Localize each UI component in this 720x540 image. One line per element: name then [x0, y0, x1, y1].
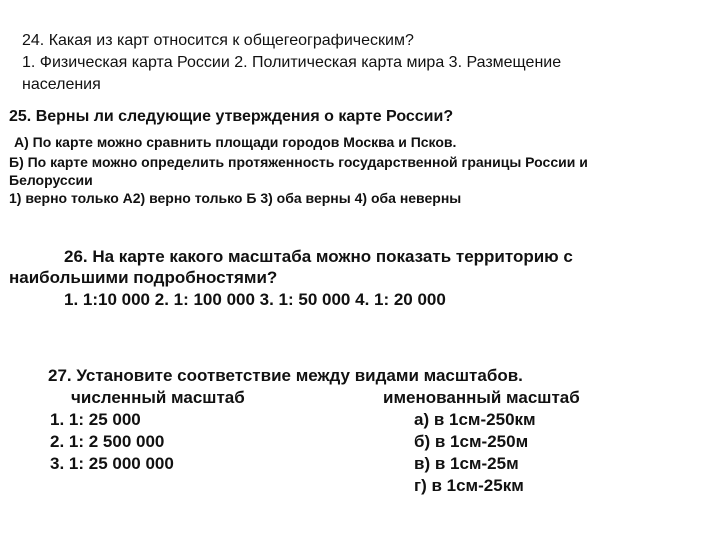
q27-right-item: г) в 1см-25км	[414, 476, 524, 495]
q24-options-line1: 1. Физическая карта России 2. Политическая карта мира 3. Размещение	[22, 54, 562, 71]
q24-title: 24. Какая из карт относится к общегеографическим?	[22, 32, 414, 49]
q25-statement-b-line1: Б) По карте можно определить протяженность государственной границы России и	[9, 154, 588, 170]
q25-answers: 1) верно только А2) верно только Б 3) оба верны 4) оба неверны	[9, 190, 462, 206]
q25-statement-b-line2: Белоруссии	[9, 172, 93, 188]
q27-left-item: 3. 1: 25 000 000	[50, 454, 174, 473]
q27-title: 27. Установите соответствие между видами масштабов.	[48, 366, 523, 385]
q25-title: 25. Верны ли следующие утверждения о карте России?	[9, 108, 454, 125]
q27-right-item: а) в 1см-250км	[414, 410, 536, 429]
q27-left-item: 2. 1: 2 500 000	[50, 432, 165, 451]
q26-title-line1: 26. На карте какого масштаба можно показать территорию с	[64, 247, 573, 266]
q25-statement-a: А) По карте можно сравнить площади городов Москва и Псков.	[14, 134, 457, 150]
q26-options: 1. 1:10 000 2. 1: 100 000 3. 1: 50 000 4. 1: 20 000	[64, 290, 446, 309]
q27-right-item: в) в 1см-25м	[414, 454, 519, 473]
q26-title-line2: наибольшими подробностями?	[9, 268, 278, 287]
q27-right-header: именованный масштаб	[383, 388, 580, 407]
q24-options-line2: населения	[22, 76, 101, 93]
q27-left-item: 1. 1: 25 000	[50, 410, 141, 429]
q27-left-header: численный масштаб	[71, 388, 245, 407]
q27-right-item: б) в 1см-250м	[414, 432, 529, 451]
